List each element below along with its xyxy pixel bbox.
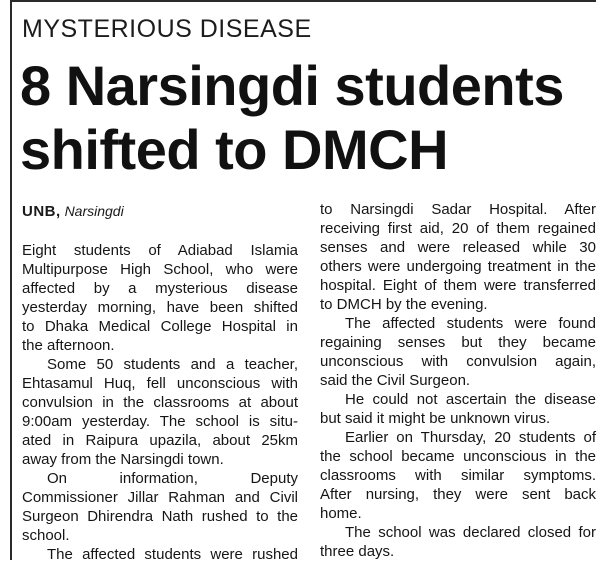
text-line: said the Civil Surgeon.: [320, 372, 471, 389]
text-line: classrooms with similar symptoms.: [320, 467, 596, 484]
text-line: receiving first aid, 20 of them regained: [320, 220, 596, 237]
text-line: to Dhaka Medical College Hospital in: [22, 318, 298, 335]
text-line: school.: [22, 527, 70, 544]
text-line: unconscious with convulsion again,: [320, 353, 596, 370]
text-line: but said it might be unknown virus.: [320, 410, 551, 427]
body-column-2: [320, 200, 596, 561]
text-line: affected by a mysterious disease: [22, 280, 298, 297]
text-line: three days.: [320, 543, 395, 560]
text-line: regaining senses but they became: [320, 334, 596, 351]
text-line: senses and were released while 30: [320, 239, 596, 256]
text-line: Commissioner Jillar Rahman and Civil: [22, 489, 298, 506]
text-line: The affected students were rushed: [47, 546, 298, 563]
body-column-1: [22, 241, 298, 564]
text-line: yesterday morning, have been shifted: [22, 299, 298, 316]
text-line: On information, Deputy: [47, 470, 298, 487]
headline: [20, 54, 600, 182]
text-line: Earlier on Thursday, 20 students of: [345, 429, 596, 446]
kicker-text: MYSTERIOUS DISEASE: [22, 15, 312, 43]
text-line: After nursing, they were sent back: [320, 486, 596, 503]
text-line: away from the Narsingdi town.: [22, 451, 224, 468]
text-line: home.: [320, 505, 362, 522]
top-border-rule: [10, 0, 596, 2]
byline: [22, 200, 124, 223]
text-line: Eight students of Adiabad Islamia: [22, 242, 298, 259]
left-border-rule: [10, 0, 12, 560]
text-line: ated in Raipura upazila, about 25km: [22, 432, 298, 449]
text-line: to Narsingdi Sadar Hospital. After: [320, 201, 596, 218]
text-line: others were undergoing treatment in the: [320, 258, 596, 275]
text-line: the school became unconscious in the: [320, 448, 596, 465]
text-line: hospital. Eight of them were transferred: [320, 277, 596, 294]
byline-agency: UNB,: [22, 203, 61, 220]
text-line: The affected students were found: [345, 315, 596, 332]
text-line: Ehtasamul Huq, fell unconscious with: [22, 375, 298, 392]
headline-line-1: 8 Narsingdi students: [20, 54, 564, 117]
text-line: to DMCH by the evening.: [320, 296, 488, 313]
kicker: [22, 14, 312, 44]
text-line: Surgeon Dhirendra Nath rushed to the: [22, 508, 298, 525]
text-line: 9:00am yesterday. The school is situ-: [22, 413, 298, 430]
text-line: Some 50 students and a teacher,: [47, 356, 298, 373]
text-line: convulsion in the classrooms at about: [22, 394, 298, 411]
text-line: He could not ascertain the disease: [345, 391, 596, 408]
text-line: The school was declared closed for: [345, 524, 596, 541]
text-line: Multipurpose High School, who were: [22, 261, 298, 278]
text-line: the afternoon.: [22, 337, 115, 354]
headline-line-2: shifted to DMCH: [20, 118, 449, 181]
byline-place: Narsingdi: [64, 203, 124, 219]
